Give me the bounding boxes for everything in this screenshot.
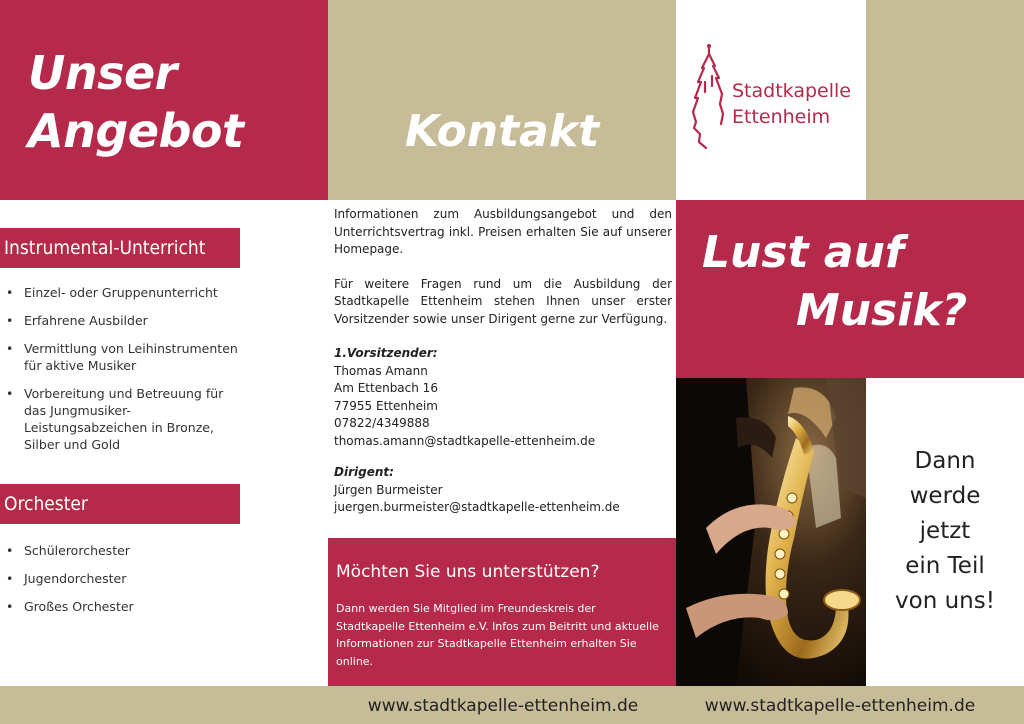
offer-title-line1: Unser [28, 46, 177, 100]
slogan-line: jetzt [919, 518, 971, 544]
offer-title-line2: Angebot [28, 104, 244, 158]
chair-city: 77955 Ettenheim [334, 398, 438, 413]
conductor-name: Jürgen Burmeister [334, 482, 443, 497]
footer-url-right[interactable]: www.stadtkapelle-ettenheim.de [704, 696, 976, 716]
list-item: • Schülerorchester [6, 542, 246, 559]
contact-title: Kontakt [404, 106, 600, 157]
support-title: Möchten Sie uns unterstützen? [336, 562, 600, 582]
offer-title [28, 44, 244, 160]
footer-url-left[interactable]: www.stadtkapelle-ettenheim.de [367, 696, 639, 716]
chair-street: Am Ettenbach 16 [334, 381, 438, 395]
cover-title-line2: Musik? [796, 285, 968, 336]
logo-text [732, 78, 851, 130]
section-heading-instrumental: Instrumental-Unterricht [0, 228, 240, 268]
cover-title [676, 224, 1024, 340]
logo-line2: Ettenheim [732, 106, 831, 128]
list-item: • Erfahrene Ausbilder [6, 312, 246, 329]
chair-label: 1.Vorsitzender: [334, 346, 438, 360]
contact-paragraph-2: Für weitere Fragen rund um die Ausbildung der Stadtkapelle Ettenheim stehen Ihnen unser erster Vorsitzender sowie unser Dirigent gerne zur Verfügung. [334, 276, 672, 326]
slogan-line: ein Teil [905, 553, 985, 579]
conductor-label: Dirigent: [334, 465, 394, 479]
chair-block [334, 345, 672, 450]
logo-line1: Stadtkapelle [732, 80, 851, 102]
chair-name: Thomas Amann [334, 363, 428, 378]
top-right-panel [866, 0, 1024, 200]
chair-email[interactable]: thomas.amann@stadtkapelle-ettenheim.de [334, 433, 596, 448]
conductor-block [334, 464, 672, 517]
list-item: • Vermittlung von Leihinstrumenten für aktive Musiker [6, 340, 246, 374]
list-item: • Jugendorchester [6, 570, 246, 587]
slogan-line: Dann [914, 448, 976, 474]
saxophone-photo [676, 378, 866, 686]
instrumental-list [6, 284, 246, 464]
support-text: Dann werden Sie Mitglied im Freundeskreis der Stadtkapelle Ettenheim e.V. Infos zum Beitritt und aktuelle Informationen zur Stadtkapelle Ettenheim erhalten Sie online. [336, 602, 659, 668]
slogan-line: werde [909, 483, 981, 509]
list-item: • Vorbereitung und Betreuung für das Jungmusiker- Leistungsabzeichen in Bronze, Silber und Gold [6, 385, 246, 453]
conductor-email[interactable]: juergen.burmeister@stadtkapelle-ettenheim.de [334, 500, 620, 514]
contact-text [334, 206, 672, 531]
tower-icon [688, 42, 730, 154]
list-item: • Großes Orchester [6, 598, 246, 615]
support-box [328, 538, 676, 686]
chair-phone: 07822/4349888 [334, 416, 430, 430]
cover-title-line1: Lust auf [702, 227, 905, 278]
section-heading-orchestra: Orchester [0, 484, 240, 524]
contact-header-panel [328, 0, 676, 200]
contact-paragraph-1: Informationen zum Ausbildungsangebot und den Unterrichtsvertrag inkl. Preisen erhalten Sie auf unserer Homepage. [334, 207, 672, 256]
orchestra-list [6, 542, 246, 626]
slogan-line: von uns! [895, 588, 995, 614]
list-item: • Einzel- oder Gruppenunterricht [6, 284, 246, 301]
cover-slogan [866, 444, 1024, 619]
